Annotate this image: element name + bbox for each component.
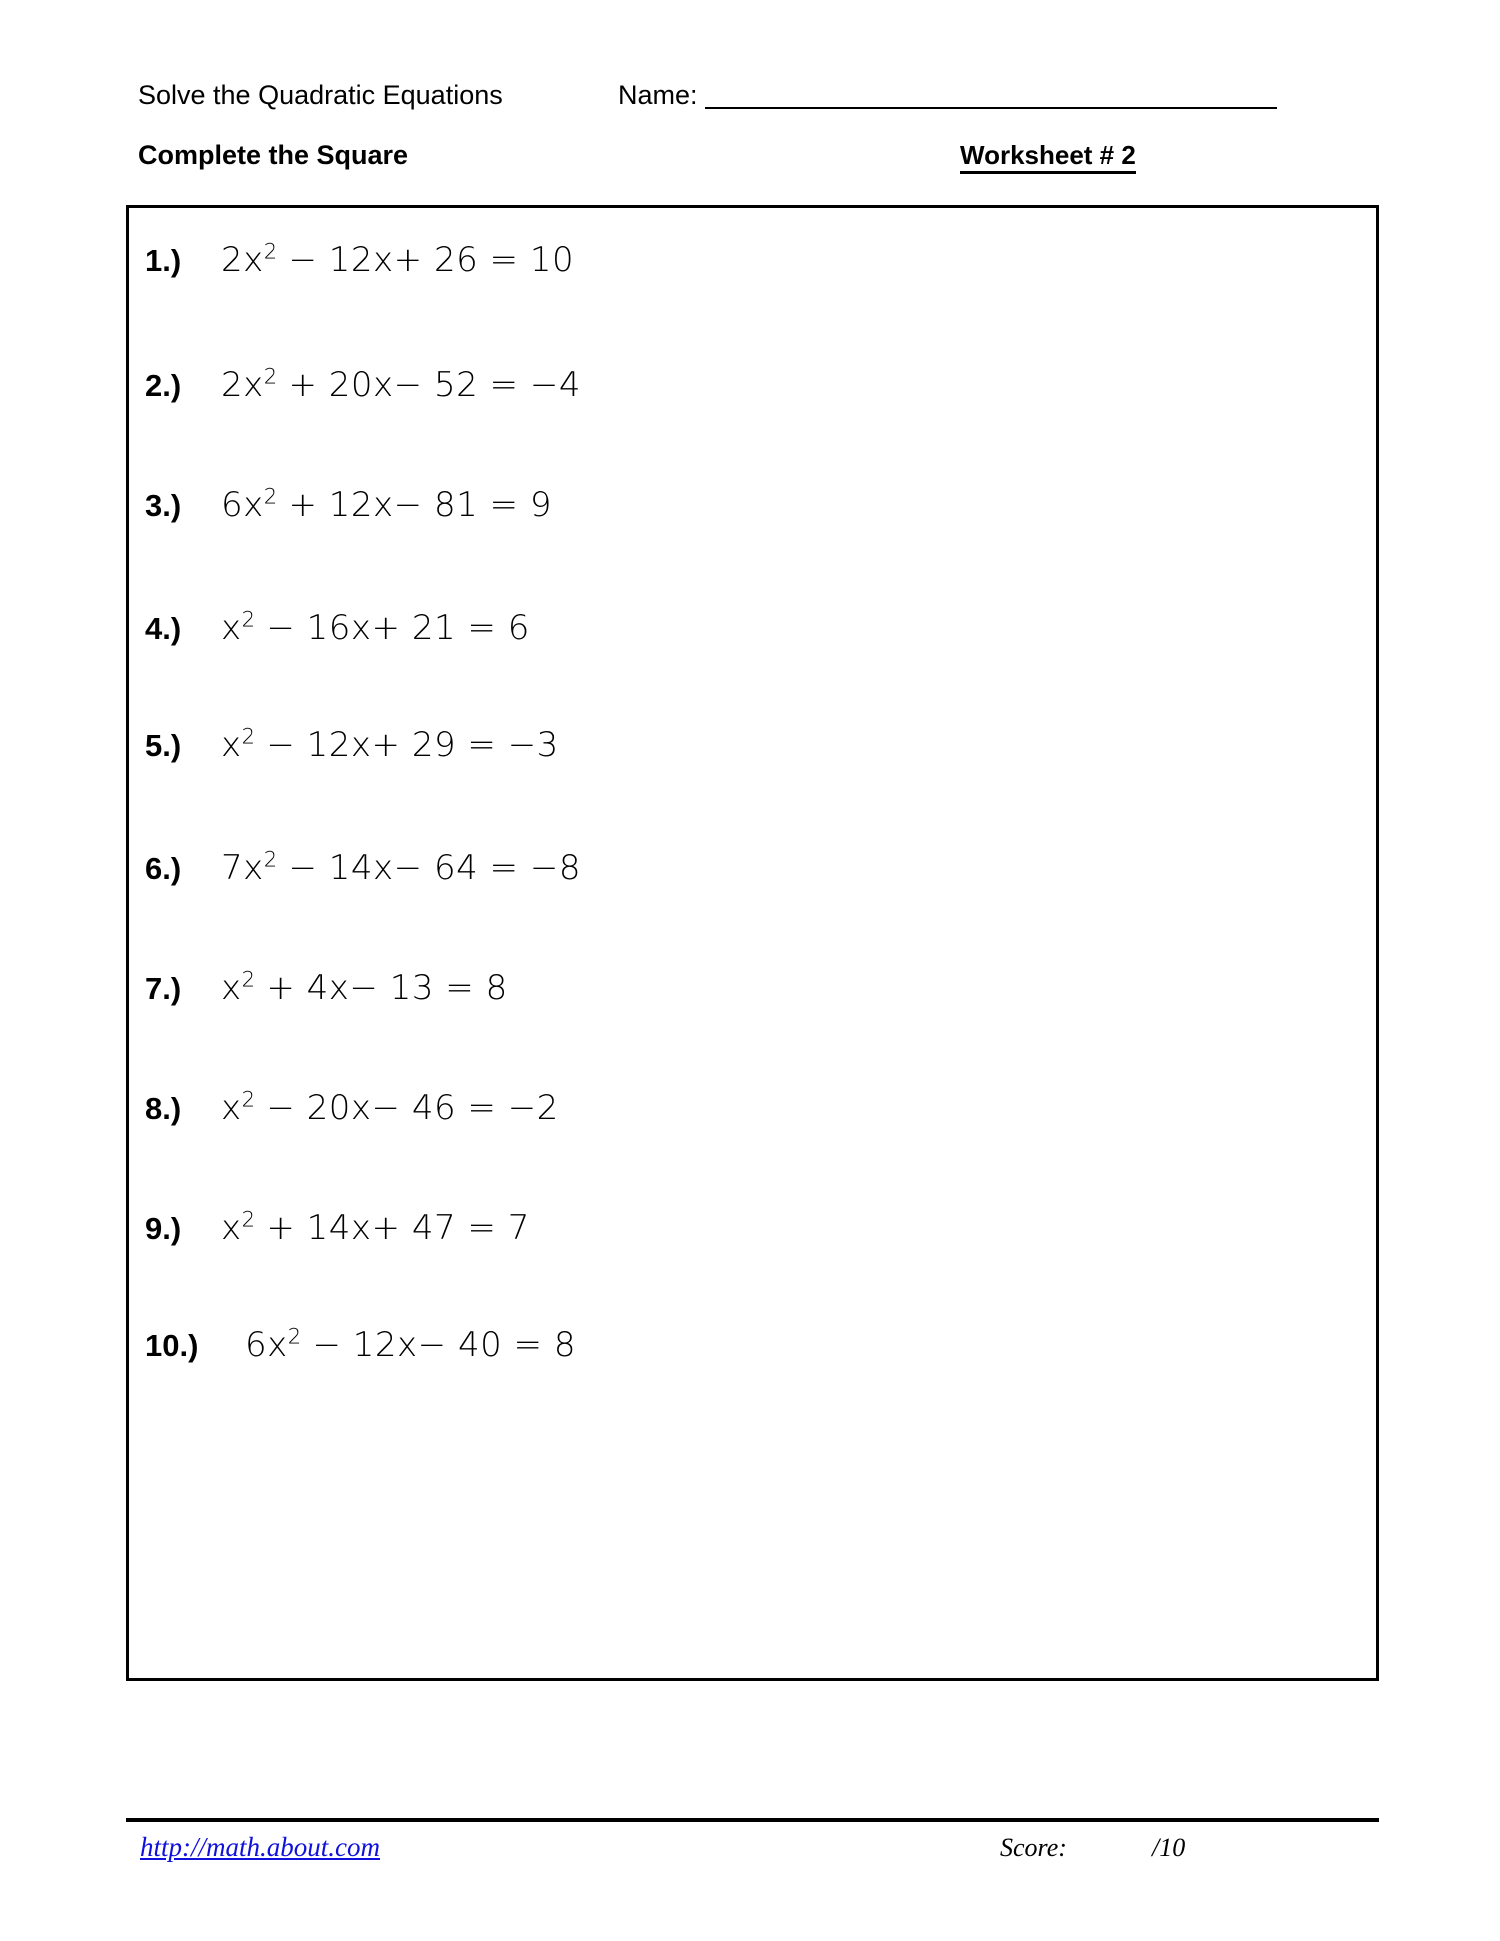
problem-number: 10.) bbox=[145, 1328, 199, 1363]
footer-divider bbox=[126, 1818, 1379, 1822]
problem-row bbox=[145, 848, 581, 888]
problem-number: 4.) bbox=[145, 611, 182, 646]
name-blank-line[interactable] bbox=[705, 107, 1277, 109]
problem-row bbox=[145, 608, 530, 648]
problem-row bbox=[145, 1208, 530, 1248]
problem-row bbox=[145, 1088, 559, 1128]
problem-row bbox=[145, 968, 508, 1008]
name-label: Name: bbox=[618, 80, 698, 110]
page-title: Solve the Quadratic Equations bbox=[138, 80, 503, 110]
worksheet-number: Worksheet # 2 bbox=[960, 140, 1136, 174]
problem-number: 1.) bbox=[145, 243, 182, 278]
page-subtitle: Complete the Square bbox=[138, 140, 409, 170]
problem-row bbox=[145, 725, 559, 765]
problem-equation: $6x^2 - 12x- 40 = 8$ bbox=[245, 1323, 576, 1365]
problem-equation: $6x^2 + 12x- 81 = 9$ bbox=[221, 483, 552, 525]
problem-row bbox=[145, 1325, 576, 1365]
problem-list bbox=[129, 208, 1376, 1678]
problem-equation: $x^2 - 20x- 46 = -2$ bbox=[221, 1086, 559, 1128]
problem-equation: $7x^2 - 14x- 64 = -8$ bbox=[221, 846, 581, 888]
problem-number: 6.) bbox=[145, 851, 182, 886]
header-row-title bbox=[138, 80, 1378, 120]
problem-row bbox=[145, 240, 574, 280]
problem-number: 2.) bbox=[145, 368, 182, 403]
problem-equation: $x^2 + 4x- 13 = 8$ bbox=[221, 966, 508, 1008]
problem-equation: $2x^2 + 20x- 52 = -4$ bbox=[221, 363, 581, 405]
source-link[interactable]: http://math.about.com bbox=[140, 1832, 380, 1862]
problem-equation: $x^2 - 12x+ 29 = -3$ bbox=[221, 723, 559, 765]
problem-row bbox=[145, 365, 581, 405]
problem-number: 5.) bbox=[145, 728, 182, 763]
problem-number: 8.) bbox=[145, 1091, 182, 1126]
problem-number: 7.) bbox=[145, 971, 182, 1006]
problem-equation: $2x^2 - 12x+ 26 = 10$ bbox=[221, 238, 575, 280]
problem-number: 9.) bbox=[145, 1211, 182, 1246]
score-total: /10 bbox=[1152, 1833, 1186, 1862]
problem-equation: $x^2 - 16x+ 21 = 6$ bbox=[221, 606, 530, 648]
problem-equation: $x^2 + 14x+ 47 = 7$ bbox=[221, 1206, 530, 1248]
problem-row bbox=[145, 485, 552, 525]
header-row-subtitle bbox=[138, 140, 1378, 180]
problems-box bbox=[126, 205, 1379, 1681]
score-label: Score: bbox=[1000, 1833, 1067, 1862]
problem-number: 3.) bbox=[145, 488, 182, 523]
